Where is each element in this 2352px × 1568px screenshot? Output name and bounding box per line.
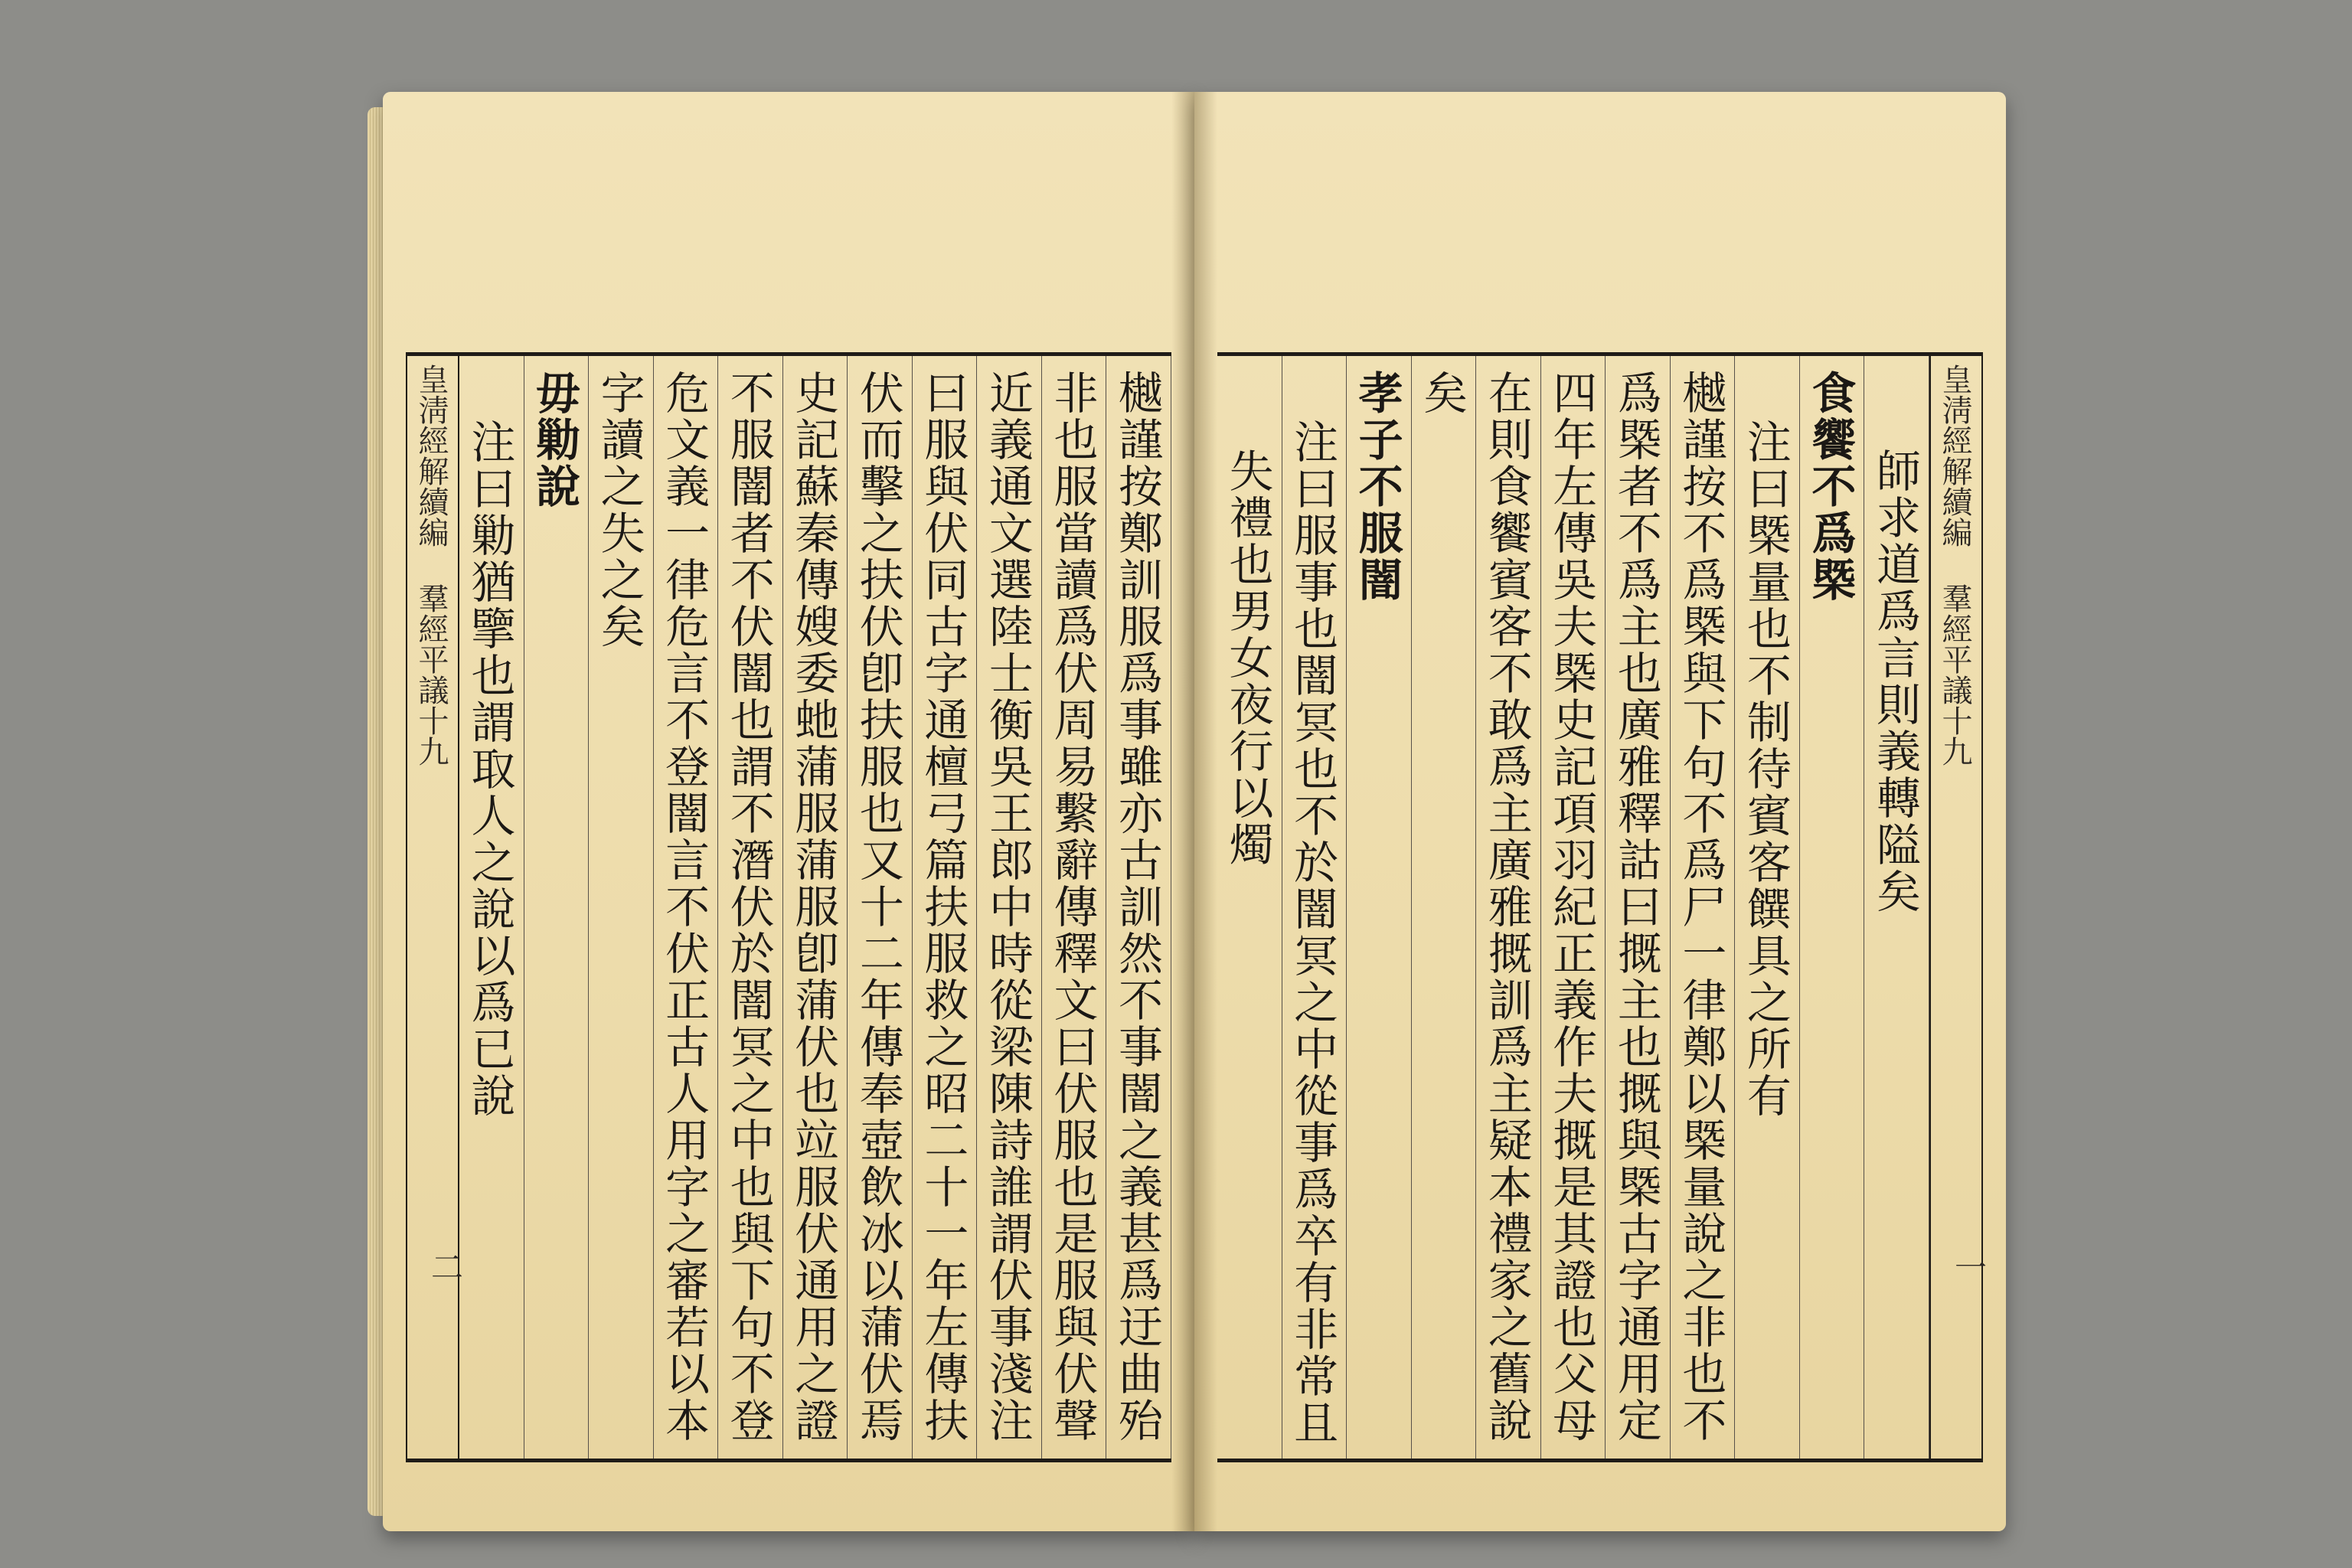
entry-heading: 孝子不服闇 <box>1347 356 1412 1459</box>
text-column: 不服闇者不伏闇也謂不潛伏於闇冥之中也與下句不登 <box>718 356 783 1459</box>
book-gutter <box>1171 92 1217 1531</box>
text-column: 伏而擊之扶伏卽扶服也又十二年傳奉壺飲冰以蒲伏焉 <box>848 356 913 1459</box>
text-column: 近義通文選陸士衡吳王郎中時從梁陳詩誰謂伏事淺注 <box>977 356 1042 1459</box>
page-number: 一 <box>1950 1250 1988 1282</box>
commentary-column: 注曰服事也闇冥也不於闇冥之中從事爲卒有非常且 <box>1282 356 1348 1459</box>
text-column: 樾謹按鄭訓服爲事雖亦古訓然不事闇之義甚爲迂曲殆 <box>1106 356 1171 1459</box>
commentary-column: 注曰槩量也不制待賓客饌具之所有 <box>1735 356 1800 1459</box>
text-column: 非也服當讀爲伏周易繫辭傳釋文曰伏服也是服與伏聲 <box>1042 356 1107 1459</box>
text-column: 史記蘇秦傳嫂委虵蒲服蒲服卽蒲伏也竝服伏通用之證 <box>783 356 848 1459</box>
left-text-frame <box>406 352 1171 1462</box>
text-column: 曰服與伏同古字通檀弓篇扶服救之昭二十一年左傳扶 <box>913 356 978 1459</box>
text-column: 失禮也男女夜行以燭 <box>1217 356 1282 1459</box>
spine-section: 羣經平議十九 <box>1937 583 1972 766</box>
right-page-spine <box>1929 356 1988 1459</box>
text-column: 危文義一律危言不登闇言不伏正古人用字之審若以本 <box>654 356 719 1459</box>
right-text-frame <box>1217 352 1988 1462</box>
text-column: 樾謹按不爲槩與下句不爲尸一律鄭以槩量說之非也不 <box>1671 356 1736 1459</box>
text-column: 在則食饗賓客不敢爲主廣雅摡訓爲主疑本禮家之舊說 <box>1476 356 1541 1459</box>
open-book <box>368 92 1998 1531</box>
spine-section: 羣經平議十九 <box>413 583 449 766</box>
left-page <box>383 92 1194 1531</box>
text-column: 四年左傳吳夫槩史記項羽紀正義作夫摡是其證也父母 <box>1541 356 1606 1459</box>
text-column: 字讀之失之矣 <box>589 356 654 1459</box>
commentary-column: 注曰勦猶擥也謂取人之說以爲已說 <box>459 356 524 1459</box>
text-column: 爲槩者不爲主也廣雅釋詁曰摡主也摡與槩古字通用定 <box>1606 356 1671 1459</box>
spine-title: 皇淸經解續編 <box>413 364 449 547</box>
spine-title: 皇淸經解續編 <box>1937 364 1972 547</box>
entry-heading: 食饗不爲槩 <box>1800 356 1865 1459</box>
left-page-spine <box>406 356 464 1459</box>
right-page <box>1194 92 2006 1531</box>
entry-heading: 毋勦說 <box>524 356 590 1459</box>
page-number: 二 <box>426 1250 464 1282</box>
text-column: 師求道爲言則義轉隘矣 <box>1864 356 1929 1459</box>
text-column: 矣 <box>1412 356 1477 1459</box>
